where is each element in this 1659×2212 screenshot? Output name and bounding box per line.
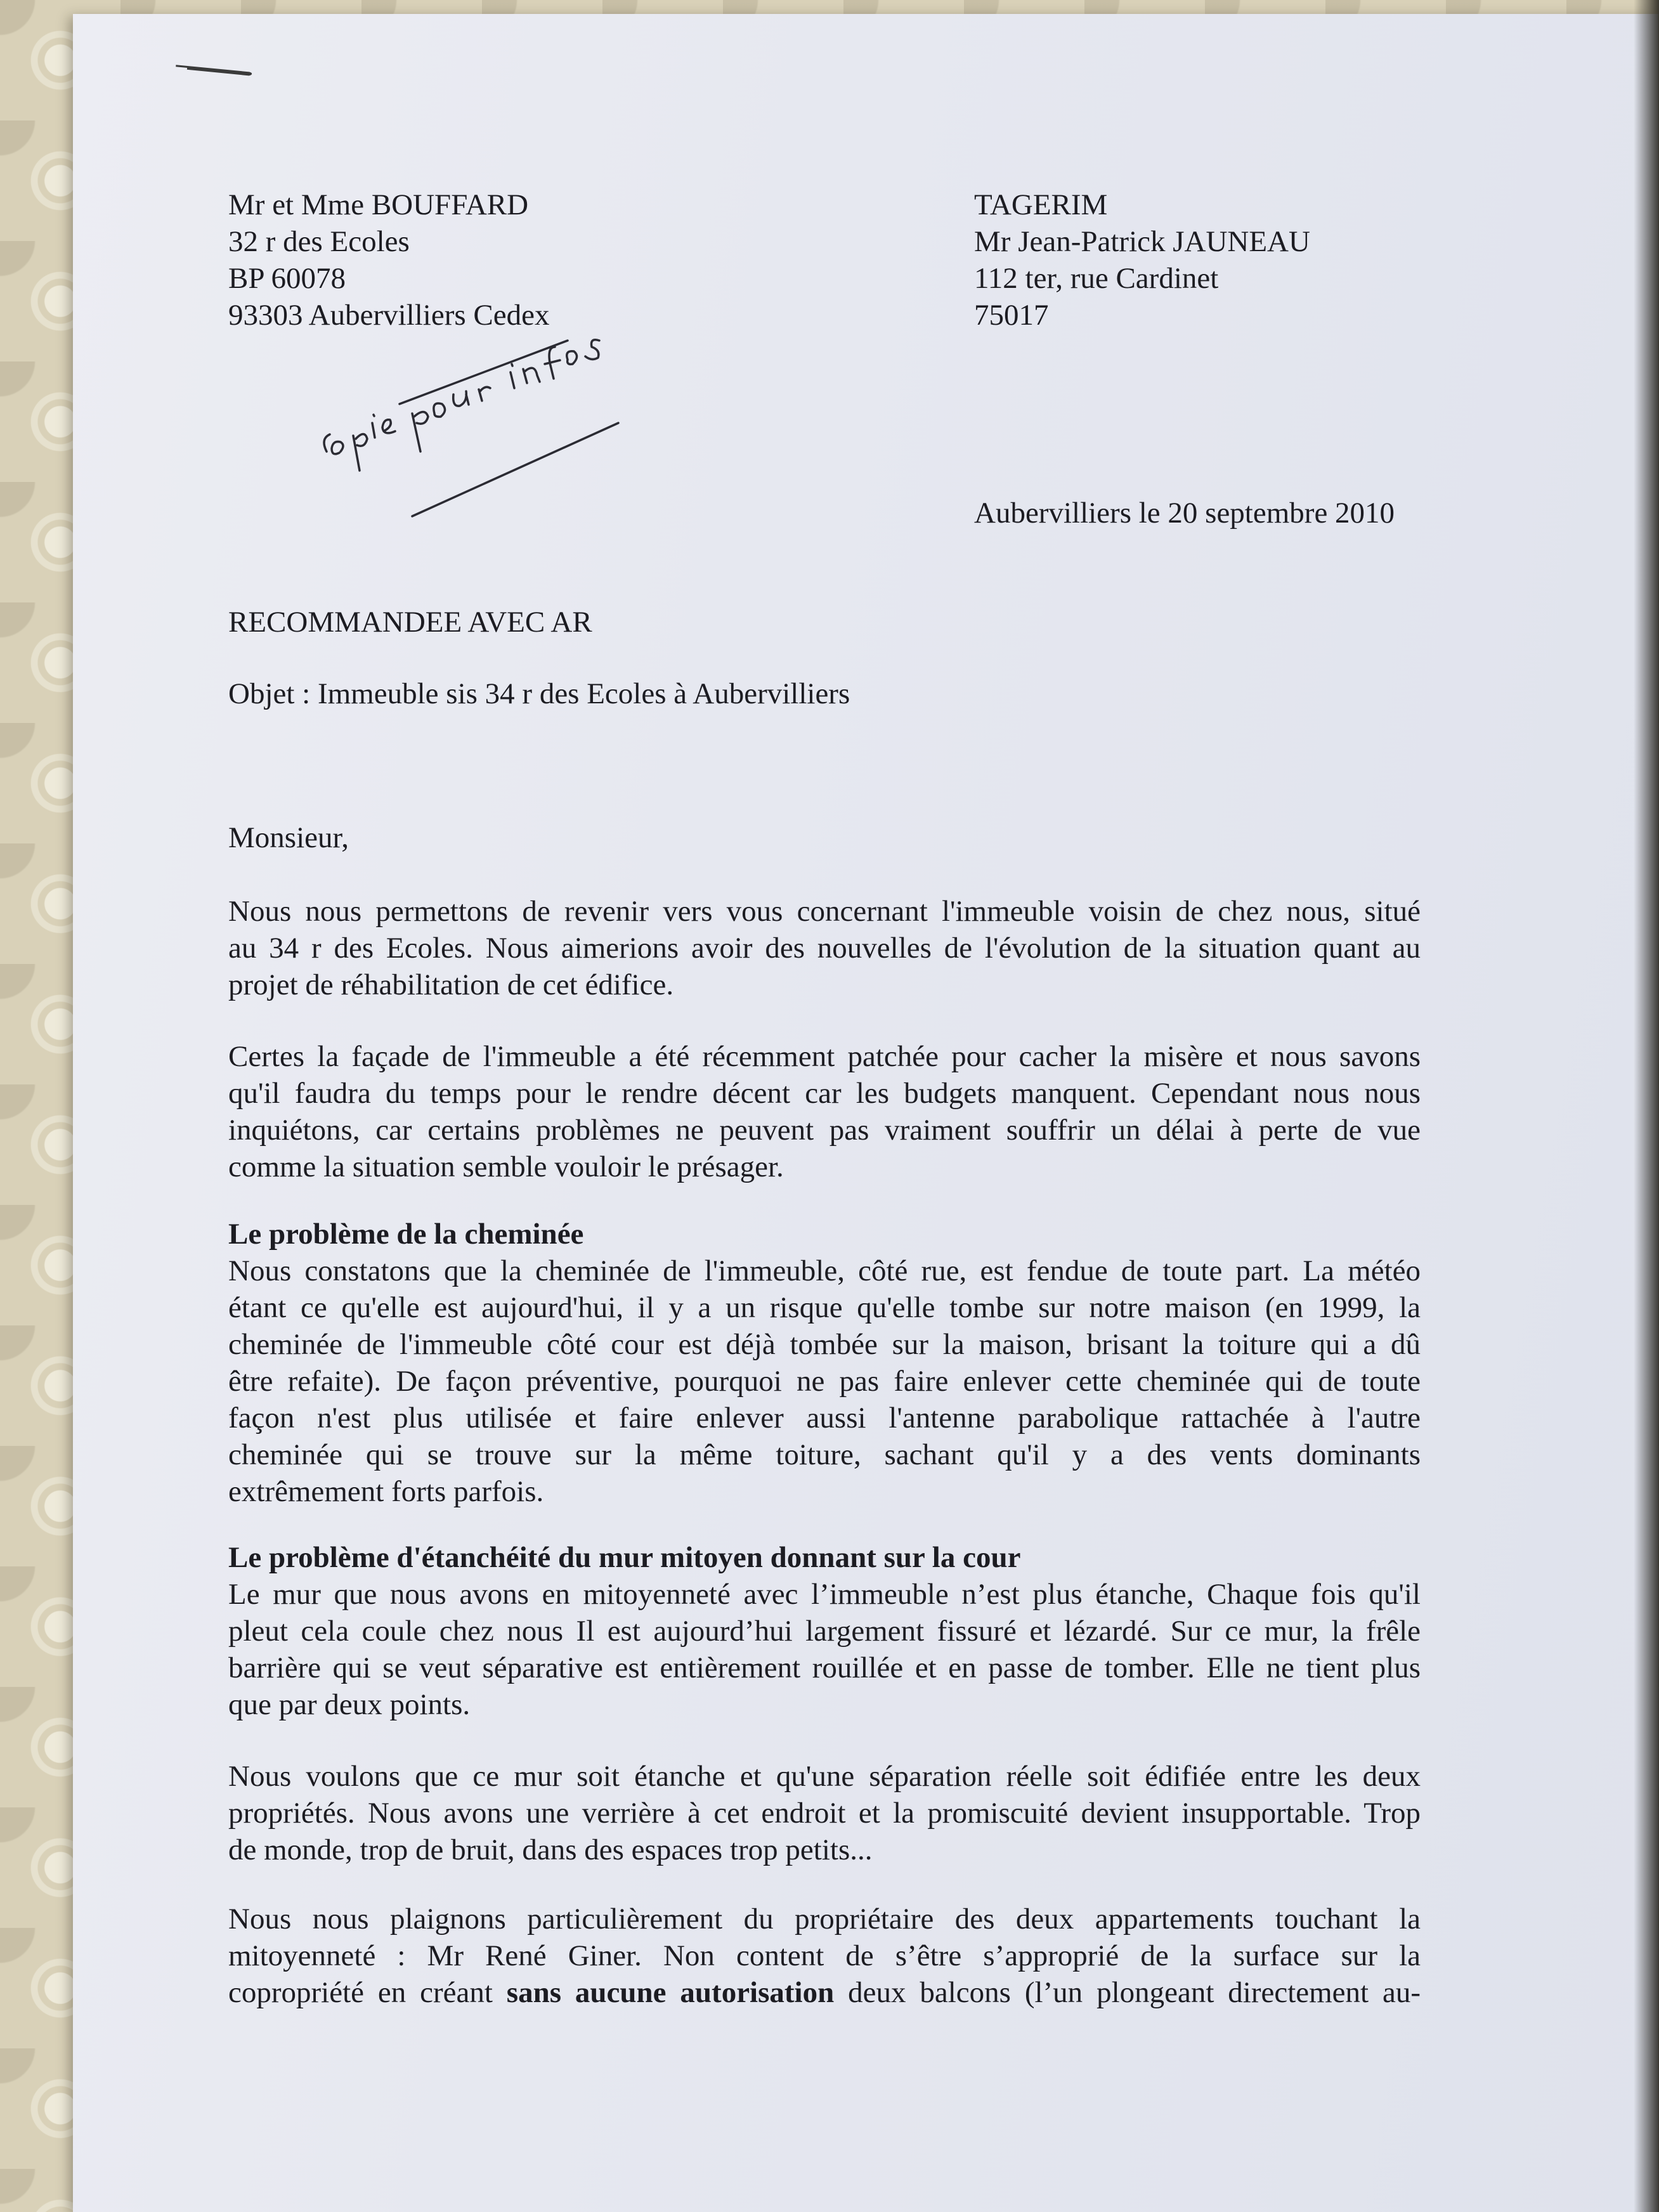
section-line: barrière qui se veut séparative est entièrement rouillée et en passe de tomber. Elle ne tient plus	[228, 1651, 1421, 1684]
paragraph-4-line: Nous nous plaignons particulièrement du propriétaire des deux appartements touchant la	[228, 1903, 1421, 1935]
paragraph-2-line: Certes la façade de l'immeuble a été récemment patchée pour cacher la misère et nous savons	[228, 1040, 1421, 1073]
letter-page	[73, 14, 1658, 2212]
handwritten-annotation	[301, 318, 631, 521]
subject-line: Objet : Immeuble sis 34 r des Ecoles à Aubervilliers	[228, 677, 850, 710]
section-chimney	[228, 1216, 1421, 1510]
section-line: pleut cela coule chez nous Il est aujourd’hui largement fissuré et lézardé. Sur ce mur, la frêle	[228, 1615, 1421, 1648]
paragraph-3	[228, 1758, 1421, 1868]
salutation: Monsieur,	[228, 821, 349, 854]
paragraph-4-line: mitoyenneté : Mr René Giner. Non content de s’être s’approprié de la surface sur la	[228, 1939, 1421, 1972]
staple-mark	[174, 63, 254, 77]
section-heading: Le problème de la cheminée	[228, 1218, 584, 1251]
paragraph-2-line: qu'il faudra du temps pour le rendre décent car les budgets manquent. Cependant nous nous	[228, 1077, 1421, 1110]
paragraph-4-text: deux balcons (l’un plongeant directement au-	[834, 1976, 1421, 2009]
emphasis-no-authorisation: sans aucune autorisation	[506, 1976, 835, 2009]
paragraph-3-line: Nous voulons que ce mur soit étanche et qu'une séparation réelle soit édifiée entre les deux	[228, 1760, 1421, 1793]
paragraph-1-line: projet de réhabilitation de cet édifice.	[228, 968, 674, 1001]
delivery-mode: RECOMMANDEE AVEC AR	[228, 606, 592, 639]
paragraph-4-text: copropriété en créant	[228, 1976, 507, 2009]
section-line: cheminée qui se trouve sur la même toiture, sachant qu'il y a des vents dominants	[228, 1438, 1421, 1471]
sender-city: 93303 Aubervilliers Cedex	[228, 299, 550, 332]
paragraph-2	[228, 1038, 1421, 1185]
section-heading: Le problème d'étanchéité du mur mitoyen donnant sur la cour	[228, 1541, 1021, 1574]
recipient-name: Mr Jean-Patrick JAUNEAU	[974, 225, 1310, 258]
sender-street: 32 r des Ecoles	[228, 225, 410, 258]
sender-name: Mr et Mme BOUFFARD	[228, 188, 529, 221]
section-line: que par deux points.	[228, 1688, 471, 1721]
sender-address	[228, 186, 549, 334]
section-line: étant ce qu'elle est aujourd'hui, il y a un risque qu'elle tombe sur notre maison (en 1999, la	[228, 1291, 1421, 1324]
section-line: être refaite). De façon préventive, pourquoi ne pas faire enlever cette cheminée qui de toute	[228, 1365, 1421, 1398]
paragraph-2-line: comme la situation semble vouloir le présager.	[228, 1150, 784, 1183]
paragraph-3-line: de monde, trop de bruit, dans des espaces trop petits...	[228, 1833, 873, 1866]
section-wall	[228, 1539, 1421, 1723]
paragraph-1	[228, 893, 1421, 1003]
recipient-street: 112 ter, rue Cardinet	[974, 262, 1219, 295]
recipient-postcode: 75017	[974, 299, 1049, 332]
paragraph-3-line: propriétés. Nous avons une verrière à cet endroit et la promiscuité devient insupportable. Trop	[228, 1797, 1421, 1830]
recipient-company: TAGERIM	[974, 188, 1108, 221]
recipient-address	[974, 186, 1310, 334]
paragraph-1-line: Nous nous permettons de revenir vers vous concernant l'immeuble voisin de chez nous, situé	[228, 895, 1421, 928]
paragraph-4	[228, 1901, 1421, 2011]
place-date: Aubervilliers le 20 septembre 2010	[974, 497, 1395, 530]
section-line: Le mur que nous avons en mitoyenneté avec l’immeuble n’est plus étanche, Chaque fois qu'il	[228, 1578, 1421, 1611]
paragraph-1-line: au 34 r des Ecoles. Nous aimerions avoir des nouvelles de l'évolution de la situation quant au	[228, 932, 1421, 965]
sender-po-box: BP 60078	[228, 262, 346, 295]
section-line: cheminée de l'immeuble côté cour est déjà tombée sur la maison, brisant la toiture qui a dû	[228, 1328, 1421, 1361]
table-edge-shadow	[1634, 0, 1659, 2212]
section-line: extrêmement forts parfois.	[228, 1475, 544, 1508]
section-line: façon n'est plus utilisée et faire enlever aussi l'antenne parabolique rattachée à l'autre	[228, 1402, 1421, 1435]
paragraph-2-line: inquiétons, car certains problèmes ne peuvent pas vraiment souffrir un délai à perte de vue	[228, 1114, 1421, 1147]
section-line: Nous constatons que la cheminée de l'immeuble, côté rue, est fendue de toute part. La météo	[228, 1254, 1421, 1287]
paragraph-4-line	[228, 1974, 1421, 2011]
